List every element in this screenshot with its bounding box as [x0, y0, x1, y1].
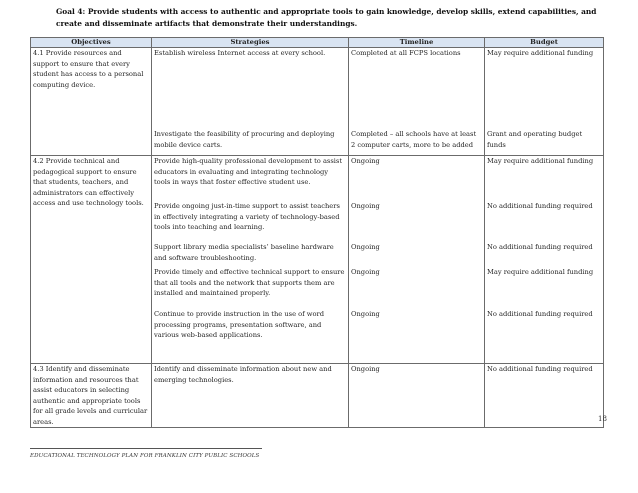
header-strategies: Strategies [152, 38, 349, 48]
timeline-text: Ongoing [351, 310, 380, 318]
objective-cell: 4.2 Provide technical and pedagogical support to ensure that students, teachers, and administrators can effectively access and use technology tools. [31, 156, 152, 364]
budget-text: May require additional funding [487, 49, 594, 57]
table-row [31, 364, 604, 428]
footer-divider [30, 448, 262, 449]
timeline-text: Ongoing [351, 243, 380, 251]
budget-text: Grant and operating budget funds [487, 130, 583, 149]
header-timeline: Timeline [349, 38, 485, 48]
timeline-cell [349, 48, 485, 156]
budget-text: No additional funding required [487, 243, 593, 251]
strategy-text: Establish wireless Internet access at every school. [154, 49, 326, 57]
strategy-text: Provide ongoing just-in-time support to assist teachers in effectively integrating a variety of technology-based tools into teaching and learning. [154, 202, 340, 231]
table-row [31, 156, 604, 364]
strategy-cell: Identify and disseminate information about new and emerging technologies. [152, 364, 349, 428]
header-budget: Budget [485, 38, 604, 48]
budget-text: May require additional funding [487, 268, 594, 276]
timeline-text: Completed at all FCPS locations [351, 49, 461, 57]
header-row [31, 38, 604, 48]
budget-cell: No additional funding required [485, 364, 604, 428]
plan-table [30, 37, 604, 428]
header-objectives: Objectives [31, 38, 152, 48]
strategy-cell [152, 48, 349, 156]
footer-title: EDUCATIONAL TECHNOLOGY PLAN FOR FRANKLIN CITY PUBLIC SCHOOLS [30, 453, 260, 459]
page-number: 18 [598, 415, 607, 423]
budget-cell [485, 48, 604, 156]
timeline-cell: Ongoing [349, 364, 485, 428]
strategy-text: Provide high-quality professional development to assist educators in evaluating and integrating technology tools in ways that foster effective student use. [154, 157, 343, 186]
timeline-text: Ongoing [351, 268, 380, 276]
strategy-text: Provide timely and effective technical support to ensure that all tools and the network that supports them are installed and maintained properly. [154, 268, 345, 297]
table-row [31, 48, 604, 156]
budget-text: No additional funding required [487, 310, 593, 318]
goal-heading: Goal 4: Provide students with access to authentic and appropriate tools to gain knowledge, develop skills, extend capabilities, and create and disseminate artifacts that demonstrate their understandings. [56, 7, 597, 28]
timeline-text: Ongoing [351, 157, 380, 165]
budget-cell [485, 156, 604, 364]
strategy-cell [152, 156, 349, 364]
budget-text: May require additional funding [487, 157, 594, 165]
budget-text: No additional funding required [487, 202, 593, 210]
objective-cell: 4.1 Provide resources and support to ensure that every student has access to a personal computing device. [31, 48, 152, 156]
strategy-text: Support library media specialists’ baseline hardware and software troubleshooting. [154, 243, 334, 262]
strategy-text: Investigate the feasibility of procuring and deploying mobile device carts. [154, 130, 335, 149]
timeline-cell [349, 156, 485, 364]
objective-cell: 4.3 Identify and disseminate information and resources that assist educators in selecting authentic and appropriate tools for all grade levels and curricular areas. [31, 364, 152, 428]
timeline-text: Ongoing [351, 202, 380, 210]
timeline-text: Completed – all schools have at least 2 computer carts, more to be added [351, 130, 477, 149]
strategy-text: Continue to provide instruction in the use of word processing programs, presentation software, and various web-based applications. [154, 310, 325, 339]
